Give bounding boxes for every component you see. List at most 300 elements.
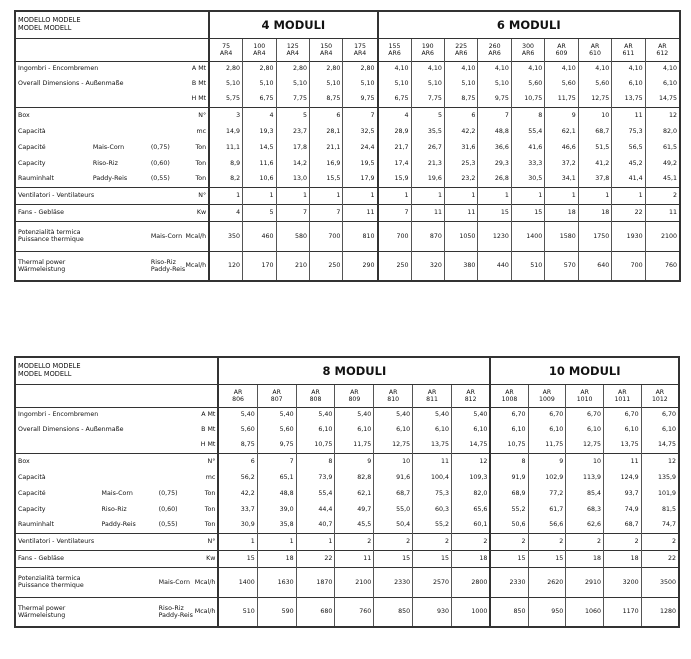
box-row	[15, 107, 680, 123]
value-cell: 24,4	[343, 139, 378, 155]
value-cell: 7,75	[276, 91, 309, 107]
value-cell: 950	[528, 597, 566, 627]
unit-mcal: Mcal/h	[178, 251, 209, 281]
value-cell: 5,10	[276, 76, 309, 91]
value-cell: 14,75	[641, 437, 679, 453]
value-cell: 2570	[413, 567, 452, 597]
mais-label: Mais-Corn	[101, 489, 133, 497]
value-cell: 760	[645, 251, 680, 281]
value-cell: 33,3	[511, 155, 544, 171]
value-cell: 5,60	[257, 422, 296, 437]
thermal-cell	[15, 597, 157, 627]
capacity-riso-row	[15, 155, 680, 171]
value-cell: 5,60	[545, 76, 578, 91]
value-cell: 590	[257, 597, 296, 627]
unit-n: N°	[178, 107, 209, 123]
value-cell: 6	[309, 107, 342, 123]
value-cell: 9	[528, 453, 566, 469]
value-cell: 14,75	[451, 437, 490, 453]
dim-b-row	[15, 76, 680, 91]
value-cell: 2620	[528, 567, 566, 597]
value-cell: 1400	[218, 567, 257, 597]
capacita-row	[15, 469, 679, 485]
value-cell: 1280	[641, 597, 679, 627]
value-cell: 46,6	[545, 139, 578, 155]
thermal-row	[15, 597, 679, 627]
value-cell: 460	[243, 221, 276, 251]
model-row	[15, 384, 679, 407]
model-code	[374, 384, 413, 407]
value-cell: 1	[257, 533, 296, 550]
group-10-moduli: 10 MODULI	[490, 357, 679, 384]
value-cell: 16,9	[309, 155, 342, 171]
potenzialita-row	[15, 567, 679, 597]
value-cell: 2100	[645, 221, 680, 251]
value-cell: 55,0	[374, 501, 413, 517]
model-code	[528, 384, 566, 407]
value-cell: 10	[578, 107, 611, 123]
value-cell: 55,2	[413, 517, 452, 533]
value-cell: 1580	[545, 221, 578, 251]
model-code	[603, 384, 641, 407]
value-cell: 12,75	[374, 437, 413, 453]
value-cell: 91,6	[374, 469, 413, 485]
model-code-line2: AR6	[421, 49, 434, 57]
value-cell: 810	[343, 221, 378, 251]
puissance-label: Puissance thermique	[18, 236, 84, 243]
model-code-line2: AR4	[353, 49, 367, 57]
value-cell: 570	[545, 251, 578, 281]
value-cell: 74,9	[603, 501, 641, 517]
value-cell: 5,40	[335, 407, 374, 422]
unit-kw: Kw	[178, 204, 209, 221]
value-cell: 8,75	[218, 437, 257, 453]
model-code	[545, 38, 578, 61]
model-code-line1: 190	[421, 42, 434, 50]
model-code-line2: 806	[232, 395, 244, 403]
value-cell: 6,70	[566, 407, 604, 422]
value-cell: 1750	[578, 221, 611, 251]
value-cell: 11	[411, 204, 444, 221]
factor-060: (0,60)	[150, 159, 170, 167]
value-cell: 65,1	[257, 469, 296, 485]
model-code-line1: AR	[590, 42, 600, 50]
value-cell: 35,8	[257, 517, 296, 533]
value-cell: 14,2	[276, 155, 309, 171]
value-cell: 760	[335, 597, 374, 627]
value-cell: 6,10	[296, 422, 335, 437]
value-cell: 21,7	[378, 139, 411, 155]
value-cell: 31,6	[444, 139, 477, 155]
value-cell: 45,1	[645, 171, 680, 187]
unit-b: B Mt	[201, 426, 216, 433]
unit-a: A Mt	[184, 407, 218, 422]
value-cell: 113,9	[566, 469, 604, 485]
model-code	[343, 38, 378, 61]
value-cell: 5	[276, 107, 309, 123]
value-cell: 42,2	[218, 485, 257, 501]
value-cell: 4,10	[645, 61, 680, 76]
value-cell: 18	[603, 550, 641, 567]
box-label: Box	[15, 107, 178, 123]
overall-label: Overall Dimensions - Außenmaße	[15, 422, 157, 437]
model-code	[218, 384, 257, 407]
value-cell: 2	[374, 533, 413, 550]
box-label: Box	[15, 453, 184, 469]
value-cell: 1	[309, 187, 342, 204]
dim-b-row	[15, 422, 679, 437]
value-cell: 23,2	[444, 171, 477, 187]
model-code-line1: 150	[320, 42, 333, 50]
capacite-label: Capacité	[15, 139, 91, 155]
value-cell: 11	[343, 204, 378, 221]
value-cell: 19,3	[243, 123, 276, 139]
value-cell: 41,6	[511, 139, 544, 155]
model-code-line2: 809	[348, 395, 361, 403]
value-cell: 440	[478, 251, 511, 281]
value-cell: 75,3	[413, 485, 452, 501]
value-cell: 580	[276, 221, 309, 251]
value-cell: 22	[641, 550, 679, 567]
value-cell: 4,10	[378, 61, 411, 76]
value-cell: 22	[296, 550, 335, 567]
dim-h-row	[15, 91, 680, 107]
model-code-line2: 1011	[614, 395, 631, 403]
ingombri-label: Ingombri - Encombremen	[15, 407, 157, 422]
value-cell: 9,75	[478, 91, 511, 107]
ventilatori-row	[15, 187, 680, 204]
value-cell: 5,40	[296, 407, 335, 422]
waerme-label: Wärmeleistung	[18, 265, 66, 273]
model-code	[378, 38, 411, 61]
value-cell: 60,3	[413, 501, 452, 517]
value-cell: 2	[490, 533, 528, 550]
value-cell: 5,10	[209, 76, 242, 91]
fans-label: Fans - Gebläse	[15, 550, 184, 567]
box-row	[15, 453, 679, 469]
value-cell: 8,9	[209, 155, 242, 171]
model-code-line2: 810	[387, 395, 400, 403]
value-cell: 29,3	[478, 155, 511, 171]
model-code	[578, 38, 611, 61]
value-cell: 50,4	[374, 517, 413, 533]
value-cell: 6,10	[612, 76, 645, 91]
value-cell: 4	[243, 107, 276, 123]
value-cell: 4,10	[578, 61, 611, 76]
factor-055: (0,55)	[158, 521, 178, 529]
model-code-line1: AR	[580, 388, 589, 396]
model-code	[243, 38, 276, 61]
value-cell: 15,5	[309, 171, 342, 187]
value-cell: 13,75	[603, 437, 641, 453]
value-cell: 6,70	[490, 407, 528, 422]
unit-ton: Ton	[204, 521, 216, 529]
value-cell: 18	[257, 550, 296, 567]
value-cell: 6	[218, 453, 257, 469]
model-code-line2: 612	[656, 49, 669, 57]
capacita-label: Capacità	[15, 469, 184, 485]
value-cell: 6,10	[645, 76, 680, 91]
value-cell: 17,9	[343, 171, 378, 187]
value-cell: 25,3	[444, 155, 477, 171]
value-cell: 13,0	[276, 171, 309, 187]
value-cell: 1	[511, 187, 544, 204]
value-cell: 6,10	[335, 422, 374, 437]
value-cell: 49,7	[335, 501, 374, 517]
value-cell: 10	[374, 453, 413, 469]
unit-n: N°	[184, 533, 218, 550]
model-code-line1: 175	[354, 42, 366, 50]
spec-table-4-6-moduli	[14, 10, 681, 282]
value-cell: 50,6	[490, 517, 528, 533]
value-cell: 3500	[641, 567, 679, 597]
unit-h: H Mt	[200, 441, 216, 449]
value-cell: 17,4	[378, 155, 411, 171]
value-cell: 1060	[566, 597, 604, 627]
value-cell: 5,60	[511, 76, 544, 91]
value-cell: 5	[411, 107, 444, 123]
model-code-line1: AR	[542, 388, 552, 396]
model-code-line2: AR6	[488, 49, 501, 57]
value-cell: 8,2	[209, 171, 242, 187]
value-cell: 15,9	[378, 171, 411, 187]
value-cell: 48,8	[478, 123, 511, 139]
value-cell: 6,10	[566, 422, 604, 437]
model-code	[478, 38, 511, 61]
value-cell: 33,7	[218, 501, 257, 517]
riso-label: Riso-Riz	[101, 505, 127, 513]
value-cell: 73,9	[296, 469, 335, 485]
value-cell: 11,75	[335, 437, 374, 453]
value-cell: 170	[243, 251, 276, 281]
value-cell: 2,80	[309, 61, 342, 76]
value-cell: 7	[343, 107, 378, 123]
ventilatori-label: Ventilatori - Ventilateurs	[15, 533, 184, 550]
value-cell: 9	[545, 107, 578, 123]
capacity-riso-row	[15, 501, 679, 517]
value-cell: 68,3	[566, 501, 604, 517]
value-cell: 2330	[490, 567, 528, 597]
model-code	[309, 38, 342, 61]
value-cell: 2,80	[209, 61, 242, 76]
unit-mcal: Mcal/h	[178, 221, 209, 251]
value-cell: 640	[578, 251, 611, 281]
value-cell: 5,10	[378, 76, 411, 91]
value-cell: 250	[378, 251, 411, 281]
potenzialita-cell	[15, 567, 157, 597]
ventilatori-label: Ventilatori - Ventilateurs	[15, 187, 178, 204]
value-cell: 100,4	[413, 469, 452, 485]
value-cell: 49,2	[645, 155, 680, 171]
value-cell: 26,8	[478, 171, 511, 187]
value-cell: 35,5	[411, 123, 444, 139]
value-cell: 41,4	[612, 171, 645, 187]
value-cell: 45,5	[335, 517, 374, 533]
model-header-line1: MODELLO MODELE	[18, 362, 81, 371]
unit-ton: Ton	[204, 505, 216, 513]
value-cell: 1050	[444, 221, 477, 251]
value-cell: 135,9	[641, 469, 679, 485]
model-code-line1: 260	[488, 42, 501, 50]
value-cell: 2	[641, 533, 679, 550]
model-code-line1: AR	[466, 388, 475, 396]
unit-mc: mc	[205, 473, 216, 481]
value-cell: 12,75	[566, 437, 604, 453]
value-cell: 22	[612, 204, 645, 221]
value-cell: 4,10	[545, 61, 578, 76]
model-code-line2: 609	[555, 49, 568, 57]
value-cell: 10	[566, 453, 604, 469]
value-cell: 10,75	[511, 91, 544, 107]
unit-mcal: Mcal/h	[184, 567, 218, 597]
value-cell: 15	[374, 550, 413, 567]
value-cell: 9	[335, 453, 374, 469]
model-row	[15, 38, 680, 61]
value-cell: 6,10	[528, 422, 566, 437]
group-6-moduli: 6 MODULI	[378, 11, 680, 38]
value-cell: 680	[296, 597, 335, 627]
value-cell: 1	[612, 187, 645, 204]
model-code-line2: AR6	[521, 49, 535, 57]
model-code-line2: AR4	[219, 49, 233, 57]
value-cell: 5,40	[374, 407, 413, 422]
model-code-line2: AR4	[253, 49, 266, 57]
thermal-label: Thermal power	[18, 604, 66, 612]
value-cell: 6,75	[378, 91, 411, 107]
overall-label: Overall Dimensions - Außenmaße	[15, 76, 149, 91]
value-cell: 2	[451, 533, 490, 550]
unit-ton: Ton	[195, 143, 207, 151]
value-cell: 40,7	[296, 517, 335, 533]
value-cell: 7	[257, 453, 296, 469]
model-header	[15, 11, 209, 38]
value-cell: 82,0	[645, 123, 680, 139]
unit-ton: Ton	[195, 159, 207, 167]
value-cell: 3200	[603, 567, 641, 597]
rauminhalt-label: Rauminhalt	[15, 171, 91, 187]
model-code	[566, 384, 604, 407]
value-cell: 9,75	[343, 91, 378, 107]
thermal-label: Thermal power	[18, 258, 66, 266]
unit-kw: Kw	[184, 550, 218, 567]
value-cell: 2,80	[343, 61, 378, 76]
value-cell: 41,2	[578, 155, 611, 171]
value-cell: 320	[411, 251, 444, 281]
value-cell: 19,6	[411, 171, 444, 187]
value-cell: 68,7	[374, 485, 413, 501]
value-cell: 4	[209, 204, 242, 221]
value-cell: 32,5	[343, 123, 378, 139]
value-cell: 61,5	[645, 139, 680, 155]
model-code-line1: 155	[388, 42, 401, 50]
value-cell: 68,7	[578, 123, 611, 139]
value-cell: 850	[374, 597, 413, 627]
value-cell: 11	[413, 453, 452, 469]
value-cell: 2	[566, 533, 604, 550]
model-code-line1: 225	[455, 42, 468, 50]
value-cell: 5,10	[444, 76, 477, 91]
model-code-line1: AR	[618, 388, 627, 396]
value-cell: 2800	[451, 567, 490, 597]
riso-riz-label: Riso-Riz	[150, 258, 176, 266]
value-cell: 6,10	[451, 422, 490, 437]
model-code-line2: 811	[426, 395, 438, 403]
value-cell: 5,75	[209, 91, 242, 107]
model-code-line2: 808	[309, 395, 322, 403]
value-cell: 6	[444, 107, 477, 123]
value-cell: 3	[209, 107, 242, 123]
value-cell: 30,5	[511, 171, 544, 187]
value-cell: 17,8	[276, 139, 309, 155]
value-cell: 7,75	[411, 91, 444, 107]
model-code-line2: 1010	[576, 395, 593, 403]
unit-b: B Mt	[191, 80, 207, 87]
unit-ton: Ton	[204, 489, 216, 497]
value-cell: 5,60	[578, 76, 611, 91]
value-cell: 102,9	[528, 469, 566, 485]
value-cell: 55,2	[490, 501, 528, 517]
model-code	[511, 38, 544, 61]
value-cell: 68,7	[603, 517, 641, 533]
ventilatori-row	[15, 533, 679, 550]
value-cell: 1630	[257, 567, 296, 597]
value-cell: 700	[612, 251, 645, 281]
mais-corn-label: Mais-Corn	[157, 567, 184, 597]
value-cell: 44,4	[296, 501, 335, 517]
capacity-label: Capacity	[15, 155, 91, 171]
value-cell: 1400	[511, 221, 544, 251]
model-code-line2: 812	[464, 395, 477, 403]
riso-label: Riso-Riz	[92, 159, 118, 167]
value-cell: 75,3	[612, 123, 645, 139]
potenzialita-row	[15, 221, 680, 251]
value-cell: 1	[276, 187, 309, 204]
value-cell: 109,3	[451, 469, 490, 485]
model-code	[413, 384, 452, 407]
value-cell: 62,1	[545, 123, 578, 139]
value-cell: 380	[444, 251, 477, 281]
value-cell: 37,8	[578, 171, 611, 187]
value-cell: 82,0	[451, 485, 490, 501]
riso-paddy-cell	[149, 251, 186, 281]
value-cell: 11	[603, 453, 641, 469]
paddy-reis-label: Paddy-Reis	[158, 611, 193, 619]
value-cell: 350	[209, 221, 242, 251]
model-code-line2: 807	[270, 395, 283, 403]
rauminhalt-paddy-row	[15, 171, 680, 187]
value-cell: 4,10	[444, 61, 477, 76]
value-cell: 15	[528, 550, 566, 567]
paddy-label: Paddy-Reis	[101, 521, 136, 529]
value-cell: 13,75	[612, 91, 645, 107]
thermal-row	[15, 251, 680, 281]
capacite-mais-row	[15, 139, 680, 155]
value-cell: 1	[411, 187, 444, 204]
spec-table-8-10-moduli	[14, 356, 680, 628]
value-cell: 1	[444, 187, 477, 204]
model-code	[612, 38, 645, 61]
value-cell: 30,9	[218, 517, 257, 533]
potenzialita-label: Potenzialità termica	[18, 575, 81, 582]
value-cell: 290	[343, 251, 378, 281]
value-cell: 15	[490, 550, 528, 567]
model-code-line1: AR	[427, 388, 437, 396]
model-row-label-cell	[15, 38, 209, 61]
value-cell: 5,10	[309, 76, 342, 91]
value-cell: 56,5	[612, 139, 645, 155]
model-code-line1: AR	[388, 388, 398, 396]
model-code-line2: 1008	[501, 395, 518, 403]
